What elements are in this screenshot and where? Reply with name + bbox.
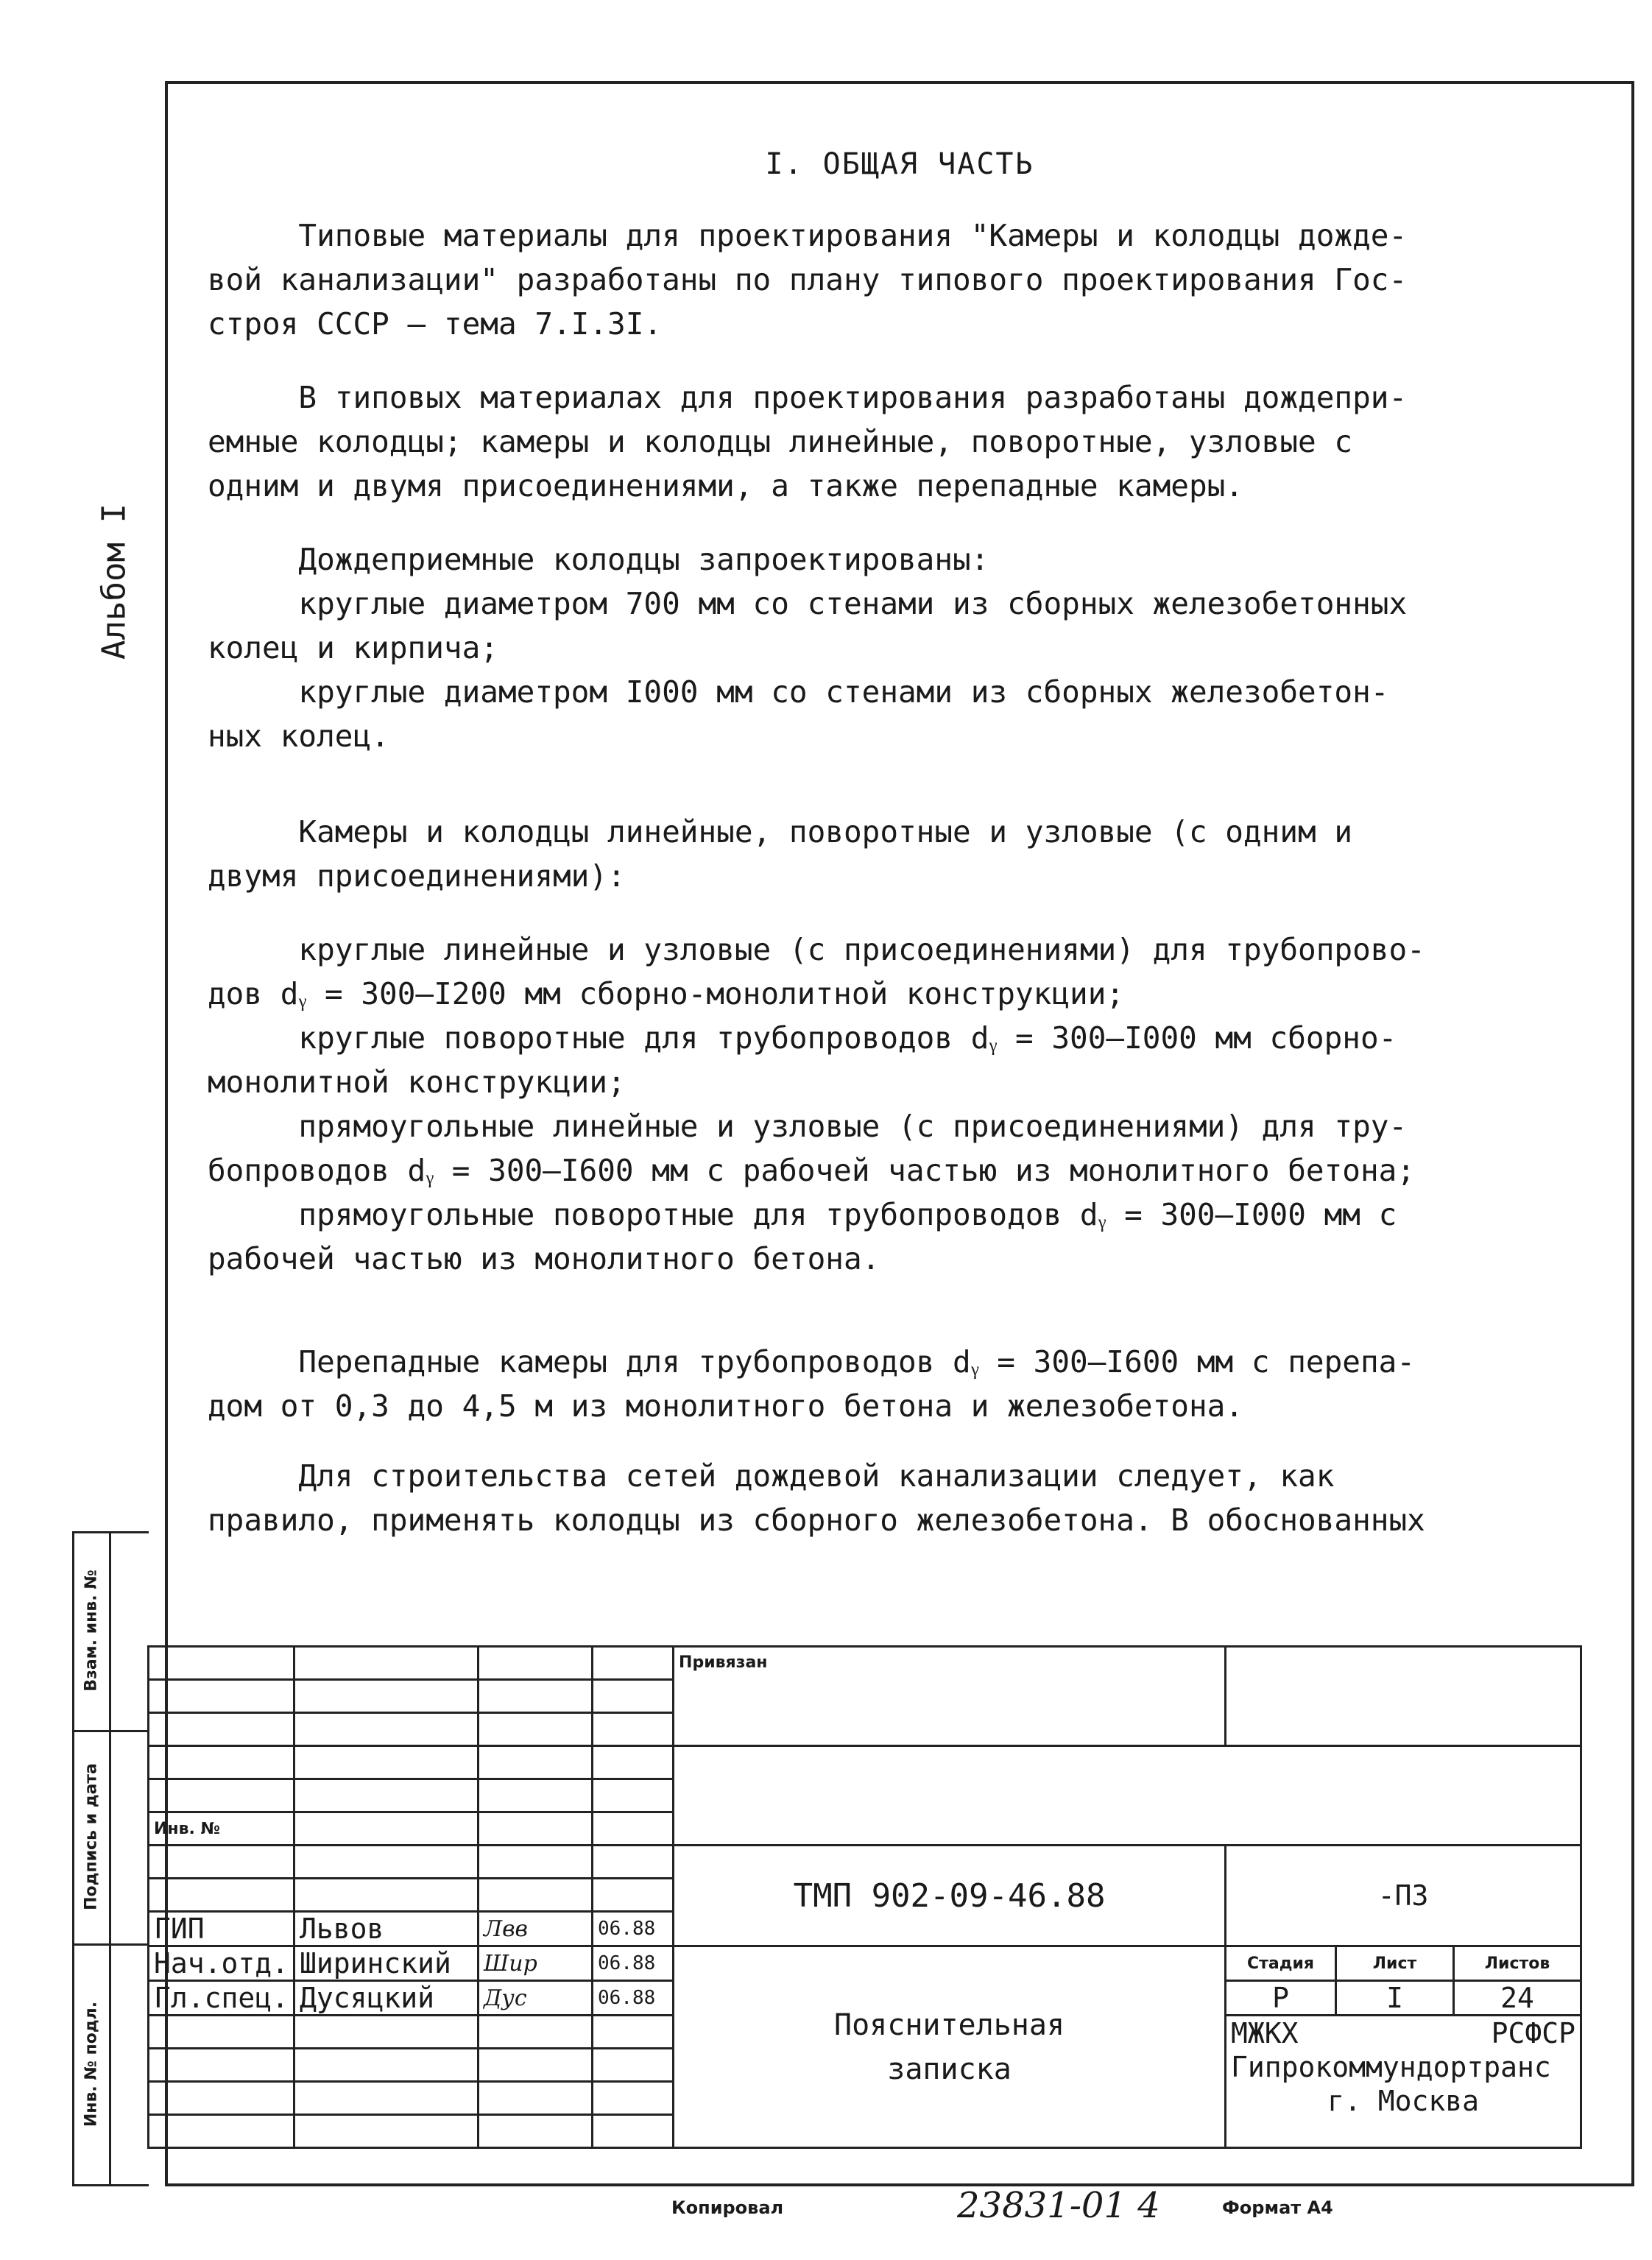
- side-stamp-strip: [72, 1531, 149, 2186]
- stage-label: Стадия: [1226, 1946, 1336, 1981]
- body-paragraph: Для строительства сетей дождевой канализации следует, как правило, применять колодцы из сборного железобетона. В обоснованных: [208, 1458, 1425, 1538]
- body-paragraph: Перепадные камеры для трубопроводов dᵧ = 300–I600 мм с перепа- дом от 0,3 до 4,5 м из монолитного бетона и железобетона.: [208, 1344, 1416, 1424]
- body-paragraph: Камеры и колодцы линейные, поворотные и узловые (с одним и двумя присоединениями):: [208, 814, 1353, 894]
- signature: Дус: [479, 1981, 593, 2016]
- sign-date: 06.88: [593, 1912, 674, 1946]
- replace-inv-label: Взам. инв. №: [82, 1569, 101, 1692]
- sheets-label: Листов: [1454, 1946, 1581, 1981]
- document-name-line2: записка: [887, 2052, 1012, 2086]
- org-republic: РСФСР: [1491, 2017, 1576, 2049]
- signer-name: Ширинский: [294, 1946, 479, 1981]
- bound-label: Привязан: [674, 1647, 1226, 1746]
- signer-role: ГИП: [149, 1912, 294, 1946]
- body-paragraph: Типовые материалы для проектирования "Камеры и колодцы дожде- вой канализации" разработаны по плану типового проектирования Гос- строя СССР – тема 7.I.3I.: [208, 218, 1408, 342]
- org-city: г. Москва: [1327, 2085, 1479, 2117]
- sheets-value: 24: [1454, 1981, 1581, 2016]
- document-suffix: -ПЗ: [1226, 1846, 1581, 1946]
- signature: Лвв: [479, 1912, 593, 1946]
- sheet-value: I: [1336, 1981, 1454, 2016]
- sign-date: 06.88: [593, 1946, 674, 1981]
- signer-role: Нач.отд.: [149, 1946, 294, 1981]
- title-block: [147, 1645, 1582, 2149]
- signature-date-label: Подпись и дата: [82, 1763, 101, 1910]
- org-name: Гипрокоммундортранс: [1231, 2051, 1551, 2083]
- frame-right-border: [1631, 81, 1634, 2186]
- frame-bottom-border: [165, 2183, 1634, 2186]
- section-title: I. ОБЩАЯ ЧАСТЬ: [765, 147, 1034, 181]
- signer-name: Дусяцкий: [294, 1981, 479, 2016]
- album-label: [88, 471, 140, 692]
- signature: Шир: [479, 1946, 593, 1981]
- signer-name: Львов: [294, 1912, 479, 1946]
- document-code: ТМП 902-09-46.88: [674, 1846, 1226, 1946]
- archive-number: 23831-01 4: [957, 2185, 1160, 2226]
- body-paragraph: В типовых материалах для проектирования разработаны дождепри- емные колодцы; камеры и колодцы линейные, поворотные, узловые с одним и двумя присоединениями, а также перепадные камеры.: [208, 380, 1408, 504]
- original-inv-label: Инв. № подл.: [82, 2001, 101, 2127]
- document-name-line1: Пояснительная: [833, 2007, 1065, 2042]
- sign-date: 06.88: [593, 1981, 674, 2016]
- document-name: [674, 1946, 1226, 2148]
- sheet-label: Лист: [1336, 1946, 1454, 1981]
- org-ministry: МЖКХ: [1231, 2017, 1299, 2049]
- body-paragraph: круглые линейные и узловые (с присоединениями) для трубопрово- дов dᵧ = 300–I200 мм сборно-монолитной конструкции; круглые поворотные для трубопроводов dᵧ = 300–I000 мм сборно- монолитной конструкции; прямоугольные линейные и узловые (с присоединениями) для тру- бопроводов dᵧ = 300–I600 мм с рабочей частью из монолитного бетона; прямоугольные поворотные для трубопроводов dᵧ = 300–I000 мм с рабочей частью из монолитного бетона.: [208, 932, 1425, 1276]
- body-paragraph: Дождеприемные колодцы запроектированы: круглые диаметром 700 мм со стенами из сборных железобетонных колец и кирпича; круглые диаметром I000 мм со стенами из сборных железобетон- ных колец.: [208, 542, 1408, 754]
- format-label: Формат А4: [1222, 2197, 1333, 2218]
- stage-value: Р: [1226, 1981, 1336, 2016]
- copied-label: Копировал: [671, 2197, 784, 2218]
- signer-role: Гл.спец.: [149, 1981, 294, 2016]
- inv-number-label: Инв. №: [149, 1812, 294, 1846]
- album-label-text: Альбом I: [95, 504, 133, 660]
- frame-top-border: [165, 81, 1634, 84]
- stamp-line: [72, 2184, 149, 2186]
- organization: [1226, 2016, 1581, 2148]
